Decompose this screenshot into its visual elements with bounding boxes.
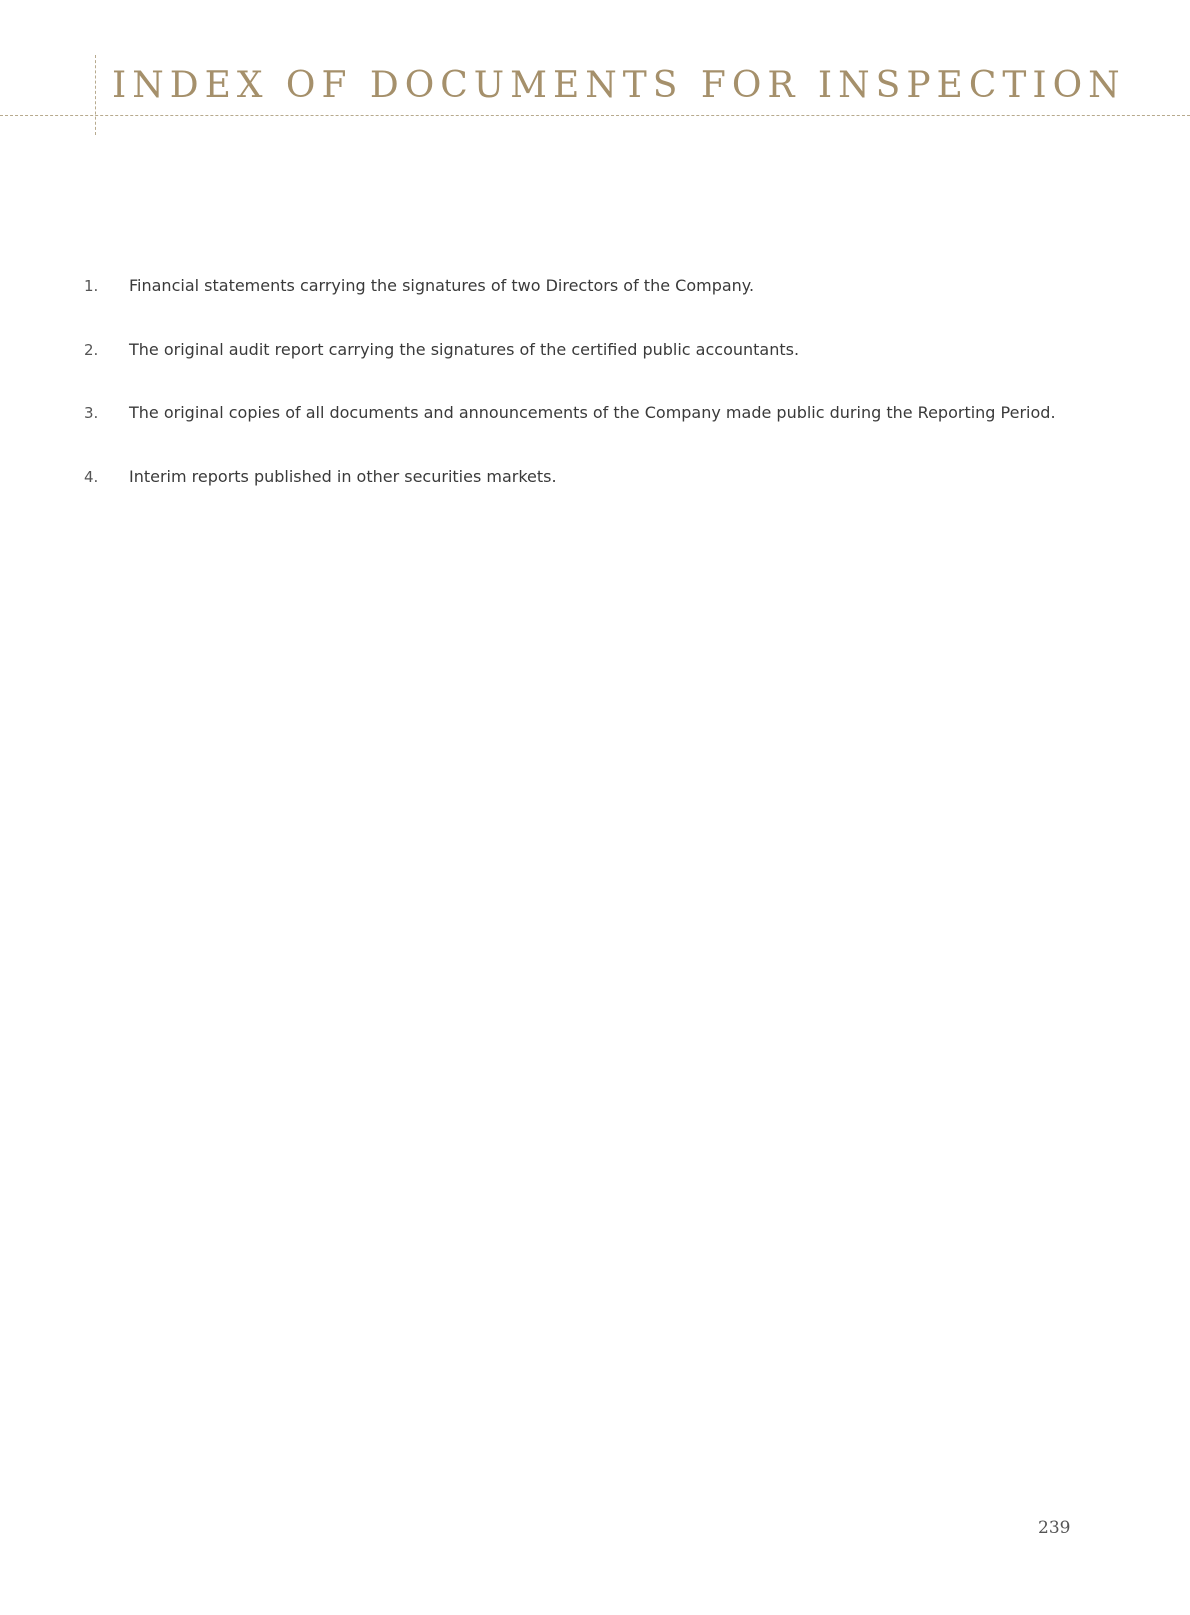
list-item <box>84 340 1056 404</box>
list-item-number: 4. <box>84 467 99 486</box>
list-item <box>84 403 1056 467</box>
list-item-text: The original audit report carrying the signatures of the certified public accountants. <box>129 339 800 359</box>
header-horizontal-rule <box>0 115 1190 116</box>
documents-list <box>84 276 1056 530</box>
list-item <box>84 467 1056 531</box>
header-vertical-rule <box>95 55 96 135</box>
list-item-number: 1. <box>84 277 99 295</box>
list-item-text: Financial statements carrying the signatures of two Directors of the Company. <box>129 276 755 295</box>
page-number: 239 <box>1038 1518 1071 1538</box>
list-item-text: The original copies of all documents and announcements of the Company made public during the Reporting Period. <box>129 403 1056 422</box>
list-item-number: 3. <box>84 404 99 422</box>
list-item-number: 2. <box>84 340 99 359</box>
list-item <box>84 276 1056 340</box>
page-title: INDEX OF DOCUMENTS FOR INSPECTION <box>112 65 1126 106</box>
list-item-text: Interim reports published in other securities markets. <box>129 466 557 486</box>
